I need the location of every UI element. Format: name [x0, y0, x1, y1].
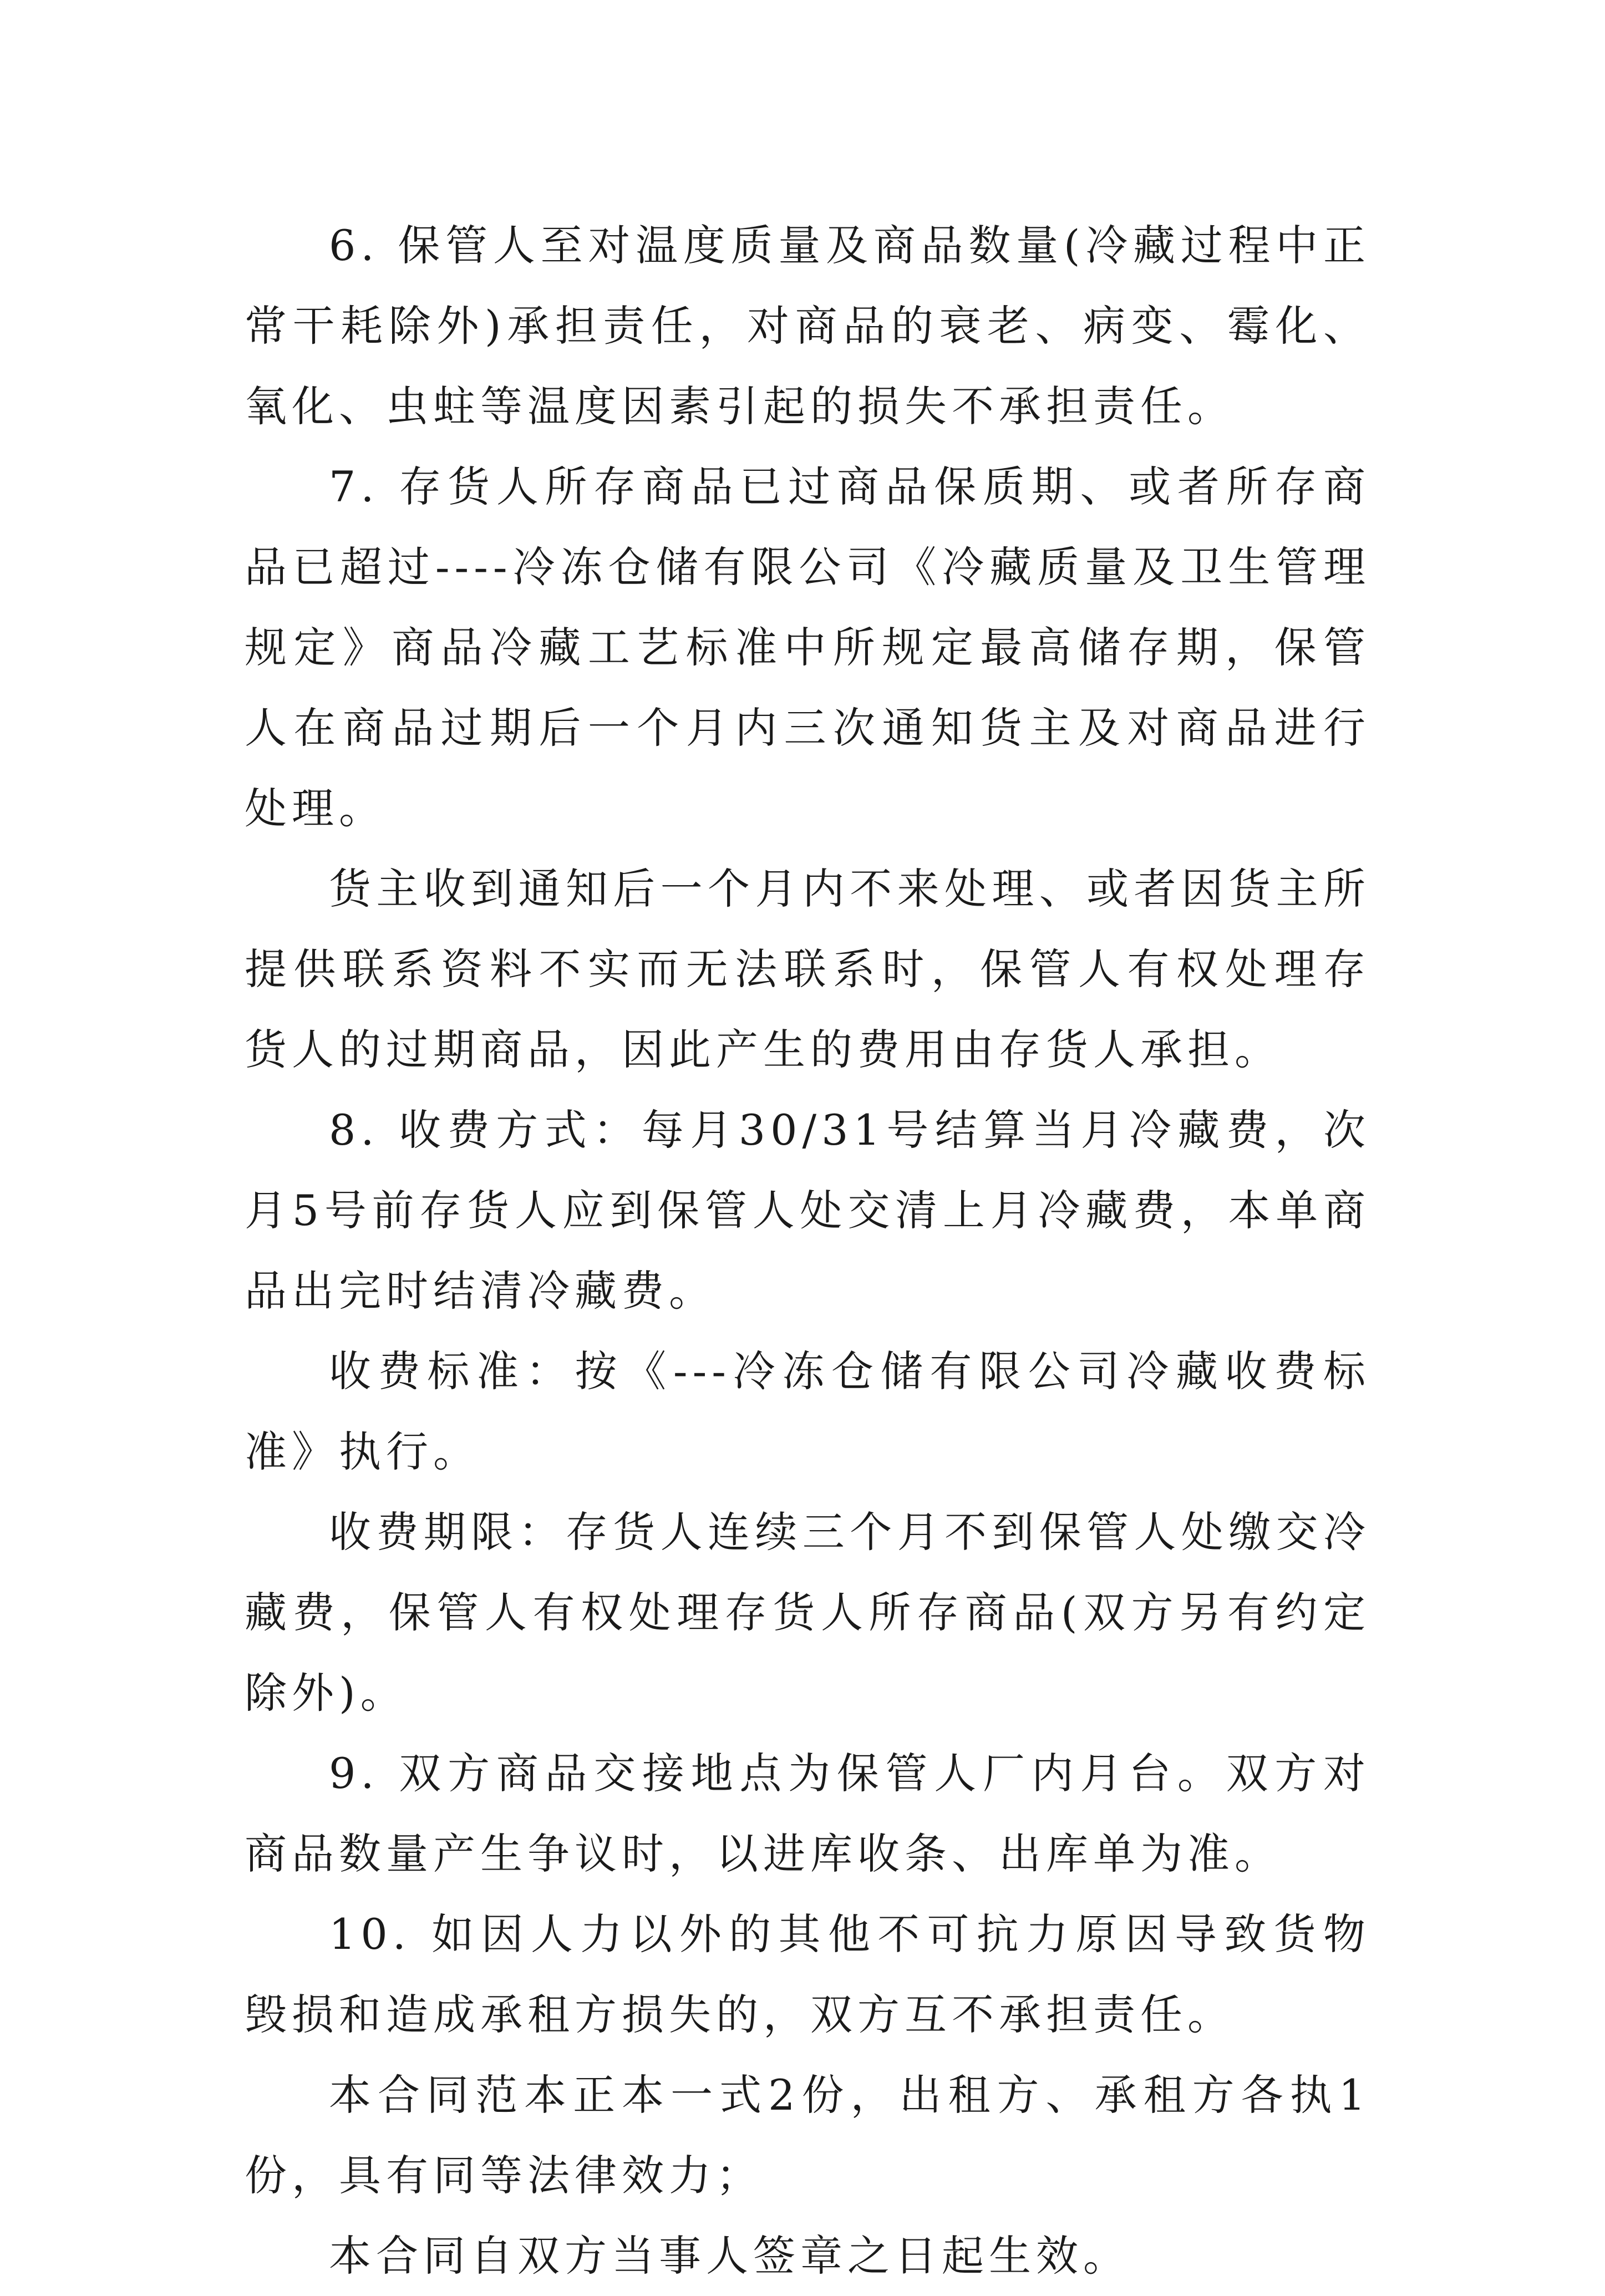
clause-6-paragraph: 6. 保管人至对温度质量及商品数量(冷藏过程中正常干耗除外)承担责任，对商品的衰老、病变、霉化、氧化、虫蛀等温度因素引起的损失不承担责任。: [245, 221, 1370, 431]
copies-paragraph: 本合同范本正本一式2份，出租方、承租方各执1份，具有同等法律效力；: [245, 2070, 1370, 2200]
clause-7-paragraph: 7. 存货人所存商品已过商品保质期、或者所存商品已超过----冷冻仓储有限公司《冷藏质量及卫生管理规定》商品冷藏工艺标准中所规定最高储存期，保管人在商品过期后一个月内三次通知货主及对商品进行处理。: [245, 462, 1370, 833]
fee-standard-paragraph: 收费标准：按《---冷冻仓储有限公司冷藏收费标准》执行。: [245, 1347, 1370, 1476]
expired-goods-paragraph: 货主收到通知后一个月内不来处理、或者因货主所提供联系资料不实而无法联系时，保管人有权处理存货人的过期商品，因此产生的费用由存货人承担。: [245, 864, 1370, 1074]
document-body: [245, 205, 1370, 2296]
clause-10-paragraph: 10. 如因人力以外的其他不可抗力原因导致货物毁损和造成承租方损失的，双方互不承担责任。: [245, 1909, 1370, 2039]
clause-9-paragraph: 9. 双方商品交接地点为保管人厂内月台。双方对商品数量产生争议时，以进库收条、出库单为准。: [245, 1749, 1370, 1878]
fee-period-paragraph: 收费期限：存货人连续三个月不到保管人处缴交冷藏费，保管人有权处理存货人所存商品(双方另有约定除外)。: [245, 1507, 1370, 1718]
clause-8-paragraph: 8. 收费方式：每月30/31号结算当月冷藏费，次月5号前存货人应到保管人处交清上月冷藏费，本单商品出完时结清冷藏费。: [245, 1105, 1370, 1315]
effective-date-paragraph: 本合同自双方当事人签章之日起生效。: [329, 2231, 1130, 2280]
